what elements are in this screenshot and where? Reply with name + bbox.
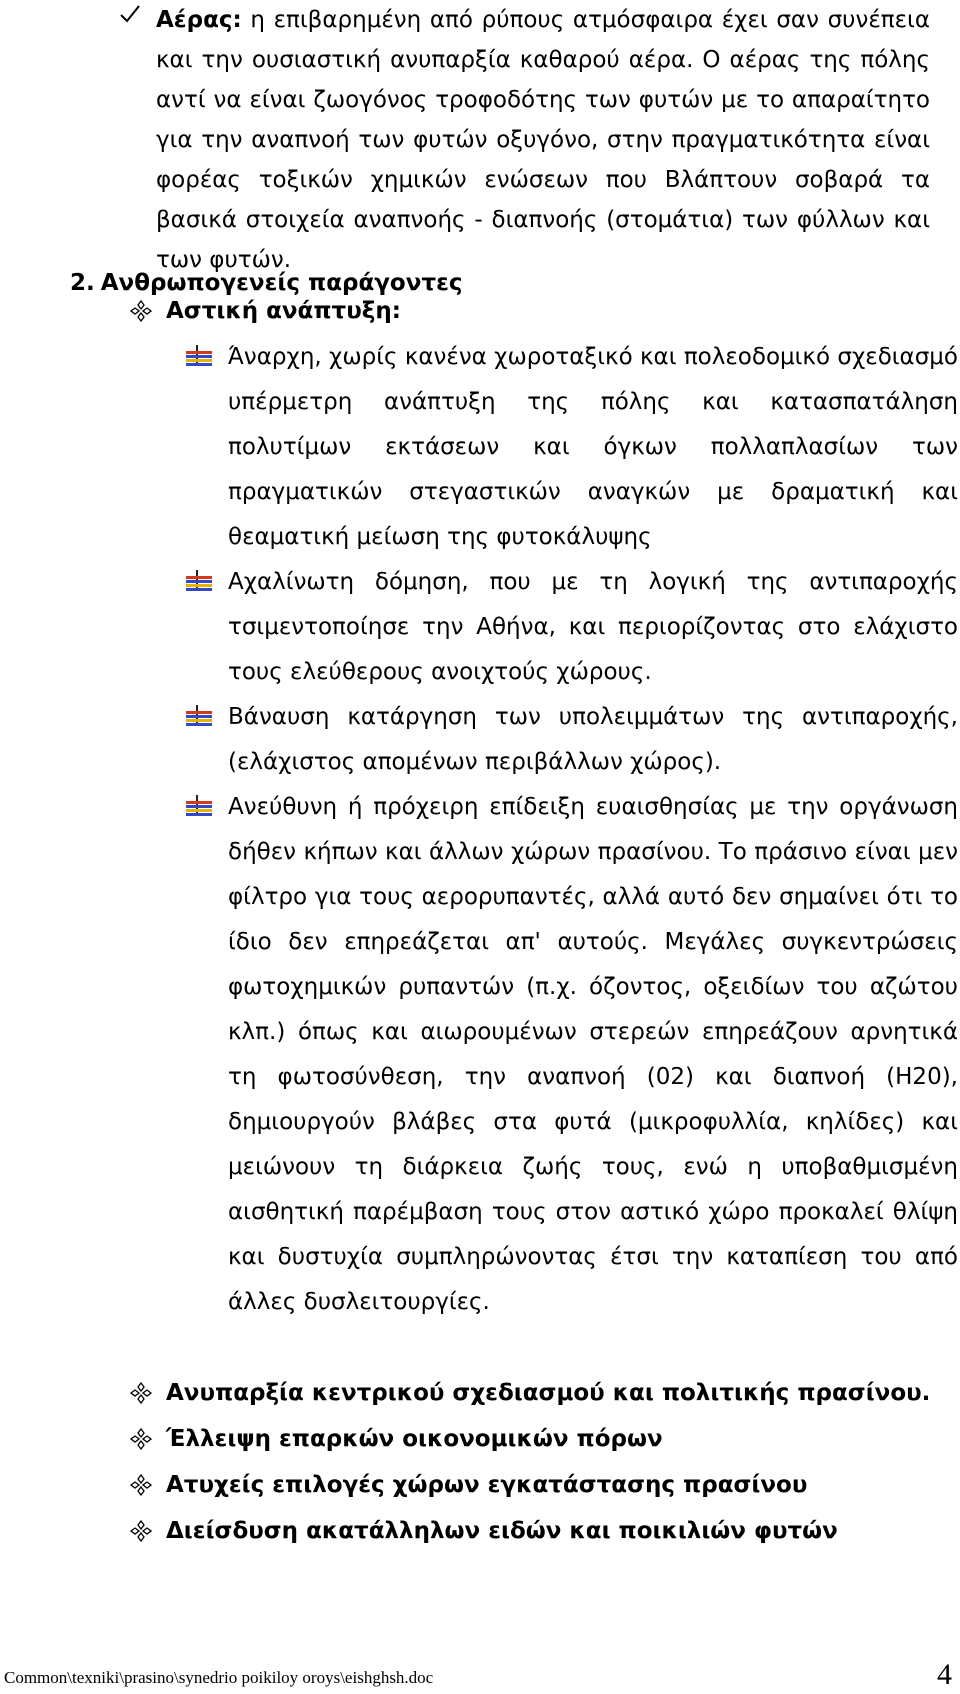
list-item-text: Ανεύθυνη ή πρόχειρη επίδειξη ευαισθησίας με την οργάνωση δήθεν κήπων και άλλων χώρων πρασίνου. Το πράσινο είναι μεν φίλτρο για τους αερορυπαντές, αλλά αυτό δεν σημαίνει ότι το ίδιο δεν επηρεάζεται απ' αυτούς. Μεγάλες συγκεντρώσεις φωτοχημικών ρυπαντών (π.χ. όζοντος, οξειδίων του αζώτου κλπ.) όπως και αιωρουμένων στερεών επηρεάζουν αρνητικά τη φωτοσύνθεση, την αναπνοή (02) και διαπνοή (Η20), δημιουργούν βλάβες στα φυτά (μικροφυλλία, κηλίδες) και μειώνουν τη διάρκεια ζωής τους, ενώ η υποβαθμισμένη αισθητική παρέμβαση τους στον αστικό χώρο προκαλεί θλίψη και δυστυχία συμπληρώνοντας έτσι την καταπίεση του από άλλες δυσλειτουργίες. (228, 794, 958, 1315)
bottom-item-text: Διείσδυση ακατάλληλων ειδών και ποικιλιών φυτών (166, 1518, 838, 1544)
subsection-title: Αστική ανάπτυξη: (166, 298, 401, 324)
list-item-text: Άναρχη, χωρίς κανένα χωροταξικό και πολεοδομικό σχεδιασμό υπέρμετρη ανάπτυξη της πόλης και κατασπατάληση πολυτίμων εκτάσεων και όγκων πολλαπλασίων των πραγματικών στεγαστικών αναγκών με δραματική και θεαματική μείωση της φυτοκάλυψης (228, 344, 958, 550)
urban-development-list (186, 335, 958, 1325)
intro-item (118, 0, 930, 280)
checkmark-icon (118, 2, 142, 26)
subsection-heading (130, 298, 401, 324)
section-title: Ανθρωπογενείς παράγοντες (100, 270, 463, 296)
bottom-item (130, 1426, 663, 1452)
four-diamond-bullet-icon (130, 1382, 152, 1404)
list-item-text: Βάναυση κατάργηση των υπολειμμάτων της αντιπαροχής, (ελάχιστος απομένων περιβάλλων χώρος). (228, 704, 958, 775)
page-number: 4 (937, 1658, 952, 1691)
list-item (186, 335, 958, 560)
four-diamond-bullet-icon (130, 300, 152, 322)
section-heading (70, 270, 463, 296)
striped-flag-bullet-icon (186, 345, 212, 367)
four-diamond-bullet-icon (130, 1474, 152, 1496)
bottom-item-text: Ατυχείς επιλογές χώρων εγκατάστασης πρασίνου (166, 1472, 808, 1498)
bottom-item (130, 1380, 930, 1406)
list-item (186, 785, 958, 1325)
list-item (186, 695, 958, 785)
intro-paragraph (156, 0, 930, 280)
four-diamond-bullet-icon (130, 1428, 152, 1450)
section-number: 2. (70, 270, 95, 296)
list-item (186, 560, 958, 695)
bottom-item-text: Ανυπαρξία κεντρικού σχεδιασμού και πολιτικής πρασίνου. (166, 1380, 931, 1406)
intro-text: η επιβαρημένη από ρύπους ατμόσφαιρα έχει σαν συνέπεια και την ουσιαστική ανυπαρξία καθαρού αέρα. Ο αέρας της πόλης αντί να είναι ζωογόνος τροφοδότης των φυτών με το απαραίτητο για την αναπνοή των φυτών οξυγόνο, στην πραγματικότητα είναι φορέας τοξικών χημικών ενώσεων που Βλάπτουν σοβαρά τα βασικά στοιχεία αναπνοής - διαπνοής (στομάτια) των φύλλων και των φυτών. (156, 7, 930, 273)
bottom-item (130, 1472, 807, 1498)
footer-file-path: Common\texniki\prasino\synedrio poikiloy oroys\eishghsh.doc (4, 1668, 434, 1687)
striped-flag-bullet-icon (186, 705, 212, 727)
four-diamond-bullet-icon (130, 1520, 152, 1542)
striped-flag-bullet-icon (186, 795, 212, 817)
bottom-item-text: Έλλειψη επαρκών οικονομικών πόρων (166, 1426, 663, 1452)
striped-flag-bullet-icon (186, 570, 212, 592)
list-item-text: Αχαλίνωτη δόμηση, που με τη λογική της αντιπαροχής τσιμεντοποίησε την Αθήνα, και περιορίζοντας στο ελάχιστο τους ελεύθερους ανοιχτούς χώρους. (228, 569, 958, 685)
intro-term: Αέρας: (156, 7, 242, 33)
bottom-item (130, 1518, 838, 1544)
